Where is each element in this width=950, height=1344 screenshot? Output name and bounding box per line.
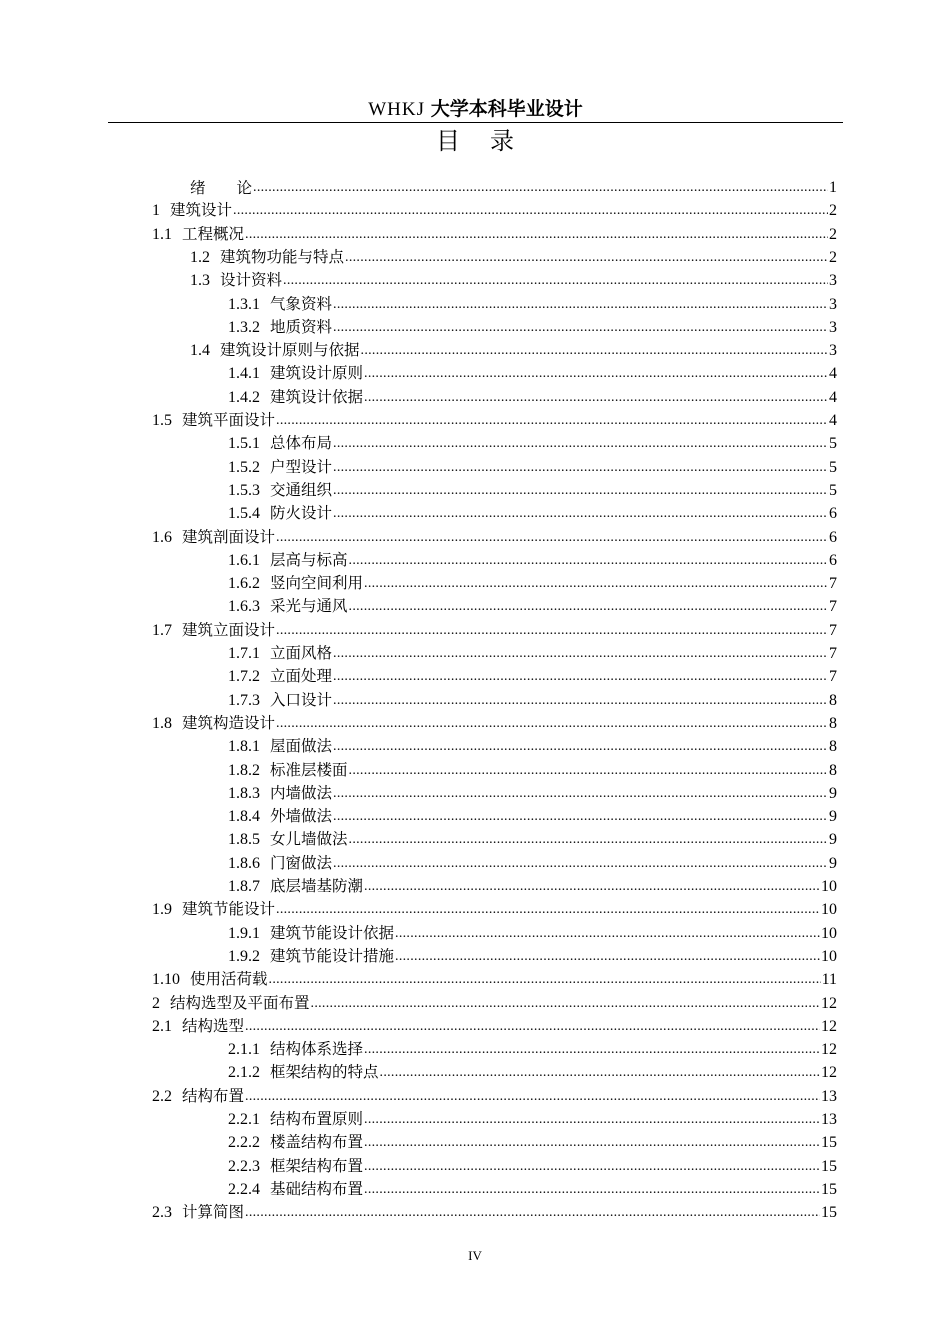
toc-dot-leader <box>395 924 820 944</box>
toc-entry-page: 7 <box>829 575 837 593</box>
page-number: IV <box>468 1248 482 1263</box>
toc-entry[interactable] <box>228 851 837 874</box>
toc-dot-leader <box>333 434 828 454</box>
toc-entry[interactable] <box>190 245 837 268</box>
toc-entry-label <box>228 946 394 967</box>
toc-entry-page: 6 <box>829 528 837 546</box>
toc-entry[interactable] <box>228 1060 837 1083</box>
toc-entry[interactable] <box>228 781 837 804</box>
toc-entry-number: 1.5.1 <box>228 435 260 453</box>
toc-entry-text: 结构布置原则 <box>270 1110 364 1128</box>
toc-dot-leader <box>364 574 828 594</box>
page-header <box>108 96 843 122</box>
toc-entry-number: 1.5.3 <box>228 481 260 499</box>
toc-entry[interactable] <box>190 338 837 361</box>
toc-dot-leader <box>364 388 828 408</box>
toc-entry-label <box>152 620 275 641</box>
header-latin: WHKJ <box>368 99 431 120</box>
toc-entry-label <box>228 387 363 408</box>
toc-entry-number: 1.3.1 <box>228 295 260 313</box>
toc-entry-text: 户型设计 <box>270 457 333 476</box>
toc-entry-label <box>152 1202 244 1223</box>
header-title: 大学本科毕业设计 <box>430 98 583 120</box>
toc-entry-text: 建筑节能设计措施 <box>270 946 395 965</box>
toc-entry-number: 1.6.3 <box>228 598 260 616</box>
toc-entry-number: 1.8 <box>152 714 172 732</box>
toc-entry-number: 1.2 <box>190 248 210 266</box>
toc-entry-label <box>228 363 363 384</box>
toc-dot-leader <box>276 900 820 920</box>
toc-entry-page: 1 <box>829 179 837 196</box>
toc-entry-page: 15 <box>821 1204 837 1222</box>
toc-entry-label <box>152 224 244 245</box>
toc-dot-leader <box>245 1017 820 1037</box>
toc-entry-number: 1.4.1 <box>228 365 260 383</box>
toc-entry-page: 15 <box>821 1157 837 1175</box>
toc-entry-text: 结构体系选择 <box>270 1040 364 1059</box>
page-title: 目录 <box>436 127 544 155</box>
toc-entry[interactable] <box>228 478 837 501</box>
toc-entry-number: 1.1 <box>152 225 172 243</box>
toc-dot-leader <box>276 528 828 548</box>
toc-entry-text: 交通组织 <box>270 480 333 499</box>
toc-dot-leader <box>349 830 828 850</box>
toc-entry-label <box>228 433 332 454</box>
toc-entry-text: 门窗做法 <box>270 853 333 872</box>
toc-entry-page: 12 <box>821 1017 837 1035</box>
toc-entry-page: 5 <box>829 435 837 453</box>
toc-entry-number: 2.1.1 <box>228 1041 260 1059</box>
toc-entry-text: 立面处理 <box>270 667 333 686</box>
toc-entry-number: 1.7.2 <box>228 668 260 686</box>
toc-entry-number: 1.7.1 <box>228 645 260 662</box>
toc-entry-number: 1.6.1 <box>228 551 260 569</box>
toc-entry[interactable] <box>228 501 837 524</box>
toc-entry-number: 1.8.2 <box>228 761 260 779</box>
toc-entry-number: 1.8.1 <box>228 738 260 756</box>
toc-dot-leader <box>276 411 828 431</box>
toc-dot-leader <box>276 621 828 641</box>
toc-entry-text: 总体布局 <box>270 434 333 453</box>
toc-entry-label <box>228 1039 363 1060</box>
toc-entry-text: 建筑节能设计依据 <box>270 923 395 942</box>
toc-entry-page: 8 <box>829 714 837 732</box>
toc-entry-number: 2.2.4 <box>228 1180 260 1198</box>
toc-entry-number: 1 <box>152 202 160 220</box>
toc-entry-label <box>228 690 332 711</box>
toc-entry[interactable] <box>152 222 837 245</box>
toc-entry-text: 建筑节能设计 <box>182 900 276 919</box>
toc-entry[interactable] <box>152 408 837 431</box>
toc-entry[interactable] <box>228 548 837 571</box>
toc-entry-page: 8 <box>829 761 837 779</box>
toc-entry-text: 建筑设计原则与依据 <box>220 341 360 360</box>
toc-entry-page: 12 <box>821 1041 837 1059</box>
toc-entry[interactable] <box>190 175 837 198</box>
toc-entry-page: 4 <box>829 388 837 406</box>
toc-entry-text: 使用活荷载 <box>190 970 268 989</box>
toc-entry-label <box>190 270 282 291</box>
toc-dot-leader <box>361 341 828 361</box>
toc-entry-page: 12 <box>821 994 837 1012</box>
toc-entry-text: 底层墙基防潮 <box>270 877 364 895</box>
toc-entry-text: 基础结构布置 <box>270 1179 364 1198</box>
toc-entry-text: 工程概况 <box>182 224 245 243</box>
toc-entry-text: 建筑构造设计 <box>182 713 276 732</box>
toc-dot-leader <box>245 1087 820 1107</box>
toc-dot-leader <box>364 877 820 897</box>
toc-entry[interactable] <box>152 967 837 990</box>
toc-entry-text: 竖向空间利用 <box>270 574 364 593</box>
toc-entry-page: 7 <box>829 621 837 639</box>
toc-entry-text: 地质资料 <box>270 317 333 336</box>
toc-entry-number: 1.10 <box>152 971 180 989</box>
toc-dot-leader <box>333 504 828 524</box>
toc-entry-page: 3 <box>829 342 837 360</box>
toc-entry-page: 13 <box>821 1111 837 1128</box>
toc-dot-leader <box>333 458 828 478</box>
toc-entry-label <box>228 573 363 594</box>
toc-dot-leader <box>233 201 828 221</box>
toc-entry[interactable] <box>228 758 837 781</box>
toc-entry-number: 1.6 <box>152 528 172 546</box>
toc-entry-page: 15 <box>821 1180 837 1198</box>
toc-entry-text: 建筑设计原则 <box>270 364 364 383</box>
toc-entry-label <box>228 457 332 478</box>
toc-dot-leader <box>349 761 828 781</box>
toc-entry[interactable] <box>152 897 837 920</box>
toc-entry[interactable] <box>228 664 837 687</box>
toc-entry-number: 1.9.1 <box>228 924 260 942</box>
toc-entry-text: 楼盖结构布置 <box>270 1133 364 1152</box>
toc-dot-leader <box>349 551 828 571</box>
toc-entry[interactable] <box>152 711 837 734</box>
toc-entry-number: 1.7 <box>152 621 172 639</box>
toc-entry-label <box>228 760 348 781</box>
toc-entry-label <box>228 783 332 804</box>
toc-entry-number: 1.3 <box>190 272 210 290</box>
toc-entry-text: 框架结构布置 <box>270 1156 364 1175</box>
toc-entry-page: 3 <box>829 272 837 290</box>
toc-entry[interactable] <box>152 991 837 1014</box>
toc-entry-label <box>228 736 332 757</box>
toc-entry-page: 13 <box>821 1087 837 1105</box>
toc-entry[interactable] <box>228 361 837 384</box>
toc-entry-label <box>228 643 332 664</box>
toc-entry-number: 1.8.6 <box>228 854 260 872</box>
toc-entry[interactable] <box>152 525 837 548</box>
toc-entry[interactable] <box>228 571 837 594</box>
toc-entry[interactable] <box>228 1107 837 1130</box>
toc-dot-leader <box>245 225 828 245</box>
toc-entry-text: 建筑立面设计 <box>182 620 276 639</box>
toc-dot-leader <box>283 271 828 291</box>
toc-entry-label <box>152 1016 244 1037</box>
toc-entry-label <box>228 1179 363 1200</box>
toc-entry[interactable] <box>152 198 837 221</box>
toc-entry-label <box>228 876 363 897</box>
toc-dot-leader <box>333 691 828 711</box>
toc-entry[interactable] <box>152 1014 837 1037</box>
toc-entry[interactable] <box>152 1084 837 1107</box>
toc-entry-text: 建筑剖面设计 <box>182 527 276 546</box>
toc-entry-page: 11 <box>821 971 837 989</box>
toc-entry-label <box>228 294 332 315</box>
toc-entry[interactable] <box>228 1037 837 1060</box>
toc-entry-page: 2 <box>829 248 837 266</box>
toc-entry[interactable] <box>228 804 837 827</box>
toc-entry-page: 8 <box>829 738 837 756</box>
toc-entry-number: 1.8.3 <box>228 784 260 802</box>
toc-entry-page: 9 <box>829 784 837 802</box>
toc-entry-label <box>152 1086 244 1107</box>
toc-entry-page: 3 <box>829 318 837 336</box>
toc-entry-number: 1.4 <box>190 342 210 360</box>
toc-entry-number: 1.8.7 <box>228 878 260 895</box>
toc-entry-label <box>152 993 310 1014</box>
toc-entry-number: 2 <box>152 994 160 1012</box>
toc-entry-label <box>152 899 275 920</box>
toc-dot-leader <box>364 1040 820 1060</box>
toc-entry-page: 6 <box>829 551 837 569</box>
toc-entry[interactable] <box>228 455 837 478</box>
toc-entry-text: 层高与标高 <box>270 550 348 569</box>
toc-entry-number: 2.2.2 <box>228 1134 260 1152</box>
toc-entry-page: 7 <box>829 598 837 616</box>
toc-dot-leader <box>333 481 828 501</box>
toc-entry-text: 绪 论 <box>190 179 253 197</box>
toc-dot-leader <box>333 854 828 874</box>
toc-dot-leader <box>333 644 828 664</box>
toc-entry-text: 采光与通风 <box>270 597 348 616</box>
toc-entry-page: 8 <box>829 691 837 709</box>
toc-entry[interactable] <box>152 618 837 641</box>
toc-entry-page: 5 <box>829 458 837 476</box>
toc-entry-label <box>228 1109 363 1130</box>
toc-entry[interactable] <box>228 641 837 664</box>
toc-entry-label <box>228 317 332 338</box>
toc-entry-text: 内墙做法 <box>270 783 333 802</box>
toc-dot-leader <box>333 318 828 338</box>
toc-entry[interactable] <box>228 827 837 850</box>
toc-entry-number: 1.8.4 <box>228 808 260 826</box>
toc-entry-label <box>152 200 232 221</box>
toc-entry-page: 2 <box>829 202 837 220</box>
header-rule <box>108 122 843 123</box>
toc-dot-leader <box>333 737 828 757</box>
toc-entry-number: 2.3 <box>152 1204 172 1222</box>
toc-entry[interactable] <box>152 1200 837 1223</box>
toc-entry-text: 建筑物功能与特点 <box>220 247 345 266</box>
toc-entry-page: 6 <box>829 505 837 523</box>
toc-dot-leader <box>380 1063 820 1083</box>
toc-entry-label <box>152 527 275 548</box>
toc-entry-page: 7 <box>829 668 837 686</box>
toc-entry-number: 1.3.2 <box>228 318 260 336</box>
toc-entry[interactable] <box>228 874 837 897</box>
toc-entry-label <box>228 923 394 944</box>
toc-entry-page: 10 <box>821 947 837 965</box>
toc-entry-label <box>190 178 252 198</box>
toc-entry[interactable] <box>228 1154 837 1177</box>
toc-entry-number: 1.8.5 <box>228 831 260 849</box>
toc-entry-text: 结构布置 <box>182 1086 245 1105</box>
toc-entry-page: 4 <box>829 412 837 429</box>
toc-entry[interactable] <box>228 431 837 454</box>
toc-entry-label <box>228 806 332 827</box>
toc-entry-text: 计算简图 <box>182 1203 245 1222</box>
toc-entry-text: 框架结构的特点 <box>270 1063 379 1082</box>
toc-dot-leader <box>333 807 828 827</box>
toc-entry-number: 1.9.2 <box>228 947 260 965</box>
toc-entry[interactable] <box>228 1130 837 1153</box>
toc-entry-text: 屋面做法 <box>270 737 333 756</box>
toc-entry[interactable] <box>228 1177 837 1200</box>
toc-entry-page: 4 <box>829 365 837 383</box>
toc-dot-leader <box>364 1180 820 1200</box>
toc-entry-label <box>228 1062 379 1083</box>
toc-entry-text: 气象资料 <box>270 294 333 313</box>
toc-entry-number: 1.7.3 <box>228 691 260 709</box>
toc-entry-number: 1.4.2 <box>228 388 260 406</box>
toc-entry-number: 1.5 <box>152 412 172 429</box>
toc-entry-page: 10 <box>821 878 837 895</box>
toc-entry-page: 3 <box>829 295 837 313</box>
toc-entry-page: 9 <box>829 831 837 849</box>
toc-entry-label <box>190 247 344 268</box>
toc-entry-label <box>152 410 275 431</box>
toc-entry-text: 建筑设计依据 <box>270 387 364 406</box>
toc-entry-label <box>228 666 332 687</box>
toc-entry[interactable] <box>228 315 837 338</box>
toc-entry-label <box>190 340 360 361</box>
toc-entry-number: 2.2.1 <box>228 1111 260 1128</box>
toc-dot-leader <box>349 597 828 617</box>
toc-dot-leader <box>364 364 828 384</box>
toc-entry-page: 5 <box>829 481 837 499</box>
toc-entry-number: 2.2.3 <box>228 1157 260 1175</box>
toc-entry-label <box>228 596 348 617</box>
toc-entry-number: 2.2 <box>152 1087 172 1105</box>
toc-entry-label <box>152 713 275 734</box>
toc-entry-label <box>152 969 268 990</box>
toc-dot-leader <box>364 1133 820 1153</box>
toc-entry-page: 9 <box>829 854 837 872</box>
toc-entry-label <box>228 480 332 501</box>
toc-entry[interactable] <box>228 944 837 967</box>
toc-entry-text: 结构选型 <box>182 1016 245 1035</box>
toc-entry-text: 女儿墙做法 <box>270 830 348 849</box>
toc-dot-leader <box>253 178 828 198</box>
toc-entry-number: 2.1 <box>152 1017 172 1035</box>
toc-entry-number: 2.1.2 <box>228 1064 260 1082</box>
toc-entry-text: 入口设计 <box>270 690 333 709</box>
toc-entry-page: 10 <box>821 901 837 919</box>
toc-entry-text: 建筑平面设计 <box>182 411 276 429</box>
toc-dot-leader <box>364 1157 820 1177</box>
toc-entry[interactable] <box>228 734 837 757</box>
toc-entry[interactable] <box>228 688 837 711</box>
toc-dot-leader <box>276 714 828 734</box>
toc-entry-label <box>228 503 332 524</box>
toc-dot-leader <box>311 994 820 1014</box>
toc-entry[interactable] <box>228 385 837 408</box>
toc-entry-text: 结构选型及平面布置 <box>170 993 310 1012</box>
toc-entry-text: 设计资料 <box>220 271 283 290</box>
toc-entry-page: 9 <box>829 808 837 826</box>
toc-entry-label <box>228 1156 363 1177</box>
toc-entry-label <box>228 550 348 571</box>
toc-entry-label <box>228 853 332 874</box>
toc-dot-leader <box>333 667 828 687</box>
toc-entry[interactable] <box>228 921 837 944</box>
toc-entry-number: 1.5.4 <box>228 505 260 523</box>
toc-entry-number: 1.5.2 <box>228 458 260 476</box>
toc-dot-leader <box>269 970 821 990</box>
toc-entry-page: 2 <box>829 225 837 243</box>
toc-entry-page: 7 <box>829 645 837 662</box>
toc-entry-text: 立面风格 <box>270 644 333 662</box>
toc-entry-number: 1.9 <box>152 901 172 919</box>
toc-dot-leader <box>395 947 820 967</box>
toc-entry-text: 防火设计 <box>270 504 333 523</box>
toc-entry-text: 标准层楼面 <box>270 760 348 779</box>
toc-entry-label <box>228 829 348 850</box>
toc-entry-label <box>228 1132 363 1153</box>
toc-entry-number: 1.6.2 <box>228 575 260 593</box>
toc-dot-leader <box>345 248 828 268</box>
toc-entry[interactable] <box>228 292 837 315</box>
toc-entry-page: 12 <box>821 1064 837 1082</box>
toc-dot-leader <box>364 1110 820 1130</box>
toc-entry-page: 15 <box>821 1134 837 1152</box>
toc-entry-text: 建筑设计 <box>170 201 233 220</box>
toc-dot-leader <box>333 784 828 804</box>
toc-entry-text: 外墙做法 <box>270 807 333 826</box>
toc-entry[interactable] <box>228 594 837 617</box>
toc-dot-leader <box>245 1203 820 1223</box>
toc-entry-page: 10 <box>821 924 837 942</box>
toc-dot-leader <box>333 295 828 315</box>
toc-entry[interactable] <box>190 268 837 291</box>
